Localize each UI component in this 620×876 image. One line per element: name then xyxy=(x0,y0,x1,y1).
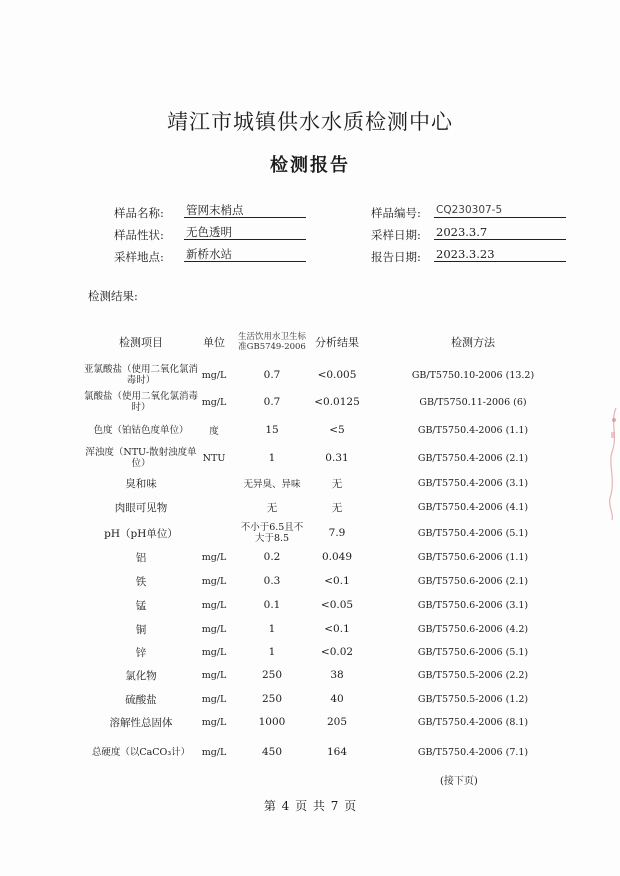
row-result: 无 xyxy=(331,477,343,490)
column-header-item: 检测项目 xyxy=(119,336,163,349)
row-method: GB/T5750.4-2006 (3.1) xyxy=(417,477,529,489)
page-number: 第 4 页 共 7 页 xyxy=(263,799,357,813)
row-unit xyxy=(192,471,236,495)
stamp-fragment-icon xyxy=(596,402,620,522)
row-item: 色度（铂钴色度单位） xyxy=(93,424,189,436)
row-result: <0.1 xyxy=(324,623,350,635)
table-row xyxy=(0,445,620,471)
row-result: <0.0125 xyxy=(314,396,360,408)
row-result: 205 xyxy=(326,716,348,728)
sample-name-value: 管网末梢点 xyxy=(184,203,306,218)
sampling-location-label: 采样地点: xyxy=(114,250,164,264)
row-standard: 无异臭、异味 xyxy=(243,479,301,490)
row-result: <5 xyxy=(329,424,345,436)
row-result: <0.02 xyxy=(320,646,354,658)
report-title: 检测报告 xyxy=(270,155,350,176)
row-method: GB/T5750.11-2006 (6) xyxy=(419,396,527,408)
sampling-date-label: 采样日期: xyxy=(371,228,421,242)
row-item: 溶解性总固体 xyxy=(109,716,173,729)
table-row xyxy=(0,663,620,687)
results-label: 检测结果: xyxy=(88,289,138,303)
row-standard: 不小于6.5且不大于8.5 xyxy=(240,522,304,544)
row-method: GB/T5750.5-2006 (1.2) xyxy=(417,693,529,705)
row-method: GB/T5750.6-2006 (3.1) xyxy=(417,599,529,611)
row-result: 40 xyxy=(330,693,344,705)
row-item: 总硬度（以CaCO₃计） xyxy=(91,746,191,758)
table-row xyxy=(0,710,620,734)
row-method: GB/T5750.4-2006 (8.1) xyxy=(417,716,529,728)
row-unit: mg/L xyxy=(201,693,227,705)
row-item: 氯酸盐（使用二氧化氯消毒时） xyxy=(84,391,199,413)
column-header-standard: 生活饮用水卫生标准GB5749-2006 xyxy=(238,332,307,352)
table-row xyxy=(0,569,620,593)
table-row xyxy=(0,417,620,443)
sampling-date-value: 2023.3.7 xyxy=(434,225,566,240)
row-method: GB/T5750.6-2006 (4.2) xyxy=(417,623,529,635)
row-unit: NTU xyxy=(202,452,226,464)
row-method: GB/T5750.10-2006 (13.2) xyxy=(411,369,535,381)
table-row xyxy=(0,737,620,767)
row-item: 浑浊度（NTU-散射浊度单位） xyxy=(85,447,197,469)
sample-nature-label: 样品性状: xyxy=(114,228,164,242)
row-result: 164 xyxy=(326,746,348,758)
sample-id-value: CQ230307-5 xyxy=(434,203,566,218)
row-method: GB/T5750.4-2006 (4.1) xyxy=(417,501,529,513)
row-standard: 1 xyxy=(268,452,276,464)
table-row xyxy=(0,389,620,415)
row-item: 铁 xyxy=(135,575,147,588)
row-method: GB/T5750.4-2006 (7.1) xyxy=(417,746,529,758)
row-result: 7.9 xyxy=(328,527,346,539)
row-unit: mg/L xyxy=(201,575,227,587)
results-table-header xyxy=(0,322,620,362)
row-standard: 无 xyxy=(266,501,278,514)
row-standard: 450 xyxy=(261,746,283,758)
row-standard: 0.2 xyxy=(263,551,281,563)
row-standard: 1000 xyxy=(258,716,286,728)
row-item: 亚氯酸盐（使用二氧化氯消毒时） xyxy=(84,364,199,386)
row-item: pH（pH单位） xyxy=(104,527,178,540)
row-method: GB/T5750.4-2006 (2.1) xyxy=(417,452,529,464)
row-item: 铝 xyxy=(135,551,147,564)
row-result: <0.1 xyxy=(324,575,350,587)
column-header-method: 检测方法 xyxy=(451,336,495,349)
row-unit: mg/L xyxy=(201,669,227,681)
row-item: 锰 xyxy=(135,599,147,612)
row-method: GB/T5750.6-2006 (5.1) xyxy=(417,646,529,658)
row-standard: 0.1 xyxy=(263,599,281,611)
table-row xyxy=(0,687,620,711)
row-result: 无 xyxy=(331,501,343,514)
row-standard: 1 xyxy=(268,646,276,658)
row-unit xyxy=(192,519,236,547)
row-standard: 15 xyxy=(265,424,279,436)
column-header-result: 分析结果 xyxy=(315,336,359,349)
row-unit: 度 xyxy=(209,426,219,437)
table-row xyxy=(0,617,620,641)
row-item: 氯化物 xyxy=(125,669,157,682)
sample-nature-value: 无色透明 xyxy=(184,225,306,240)
row-unit: mg/L xyxy=(201,369,227,381)
row-result: <0.05 xyxy=(320,599,354,611)
table-row xyxy=(0,471,620,495)
table-row xyxy=(0,545,620,569)
row-item: 肉眼可见物 xyxy=(114,501,168,514)
row-standard: 1 xyxy=(268,623,276,635)
row-standard: 0.3 xyxy=(263,575,281,587)
row-unit xyxy=(192,495,236,519)
row-unit: mg/L xyxy=(201,599,227,611)
row-standard: 0.7 xyxy=(263,396,281,408)
organization-title: 靖江市城镇供水水质检测中心 xyxy=(167,110,453,134)
row-item: 铜 xyxy=(135,623,147,636)
row-standard: 0.7 xyxy=(263,369,281,381)
row-method: GB/T5750.4-2006 (1.1) xyxy=(417,424,529,436)
row-unit: mg/L xyxy=(201,646,227,658)
row-result: <0.005 xyxy=(317,369,357,381)
row-result: 0.31 xyxy=(325,452,349,464)
row-unit: mg/L xyxy=(201,551,227,563)
row-method: GB/T5750.5-2006 (2.2) xyxy=(417,669,529,681)
row-result: 38 xyxy=(330,669,344,681)
table-row xyxy=(0,593,620,617)
row-result: 0.049 xyxy=(321,551,353,563)
sample-id-label: 样品编号: xyxy=(371,206,421,220)
table-row xyxy=(0,362,620,388)
row-unit: mg/L xyxy=(201,716,227,728)
table-row xyxy=(0,495,620,519)
row-method: GB/T5750.4-2006 (5.1) xyxy=(417,527,529,539)
row-item: 硫酸盐 xyxy=(125,693,157,706)
row-standard: 250 xyxy=(261,693,283,705)
table-row xyxy=(0,640,620,664)
row-item: 臭和味 xyxy=(125,477,157,490)
column-header-unit: 单位 xyxy=(203,336,225,349)
continued-note: (接下页) xyxy=(440,776,478,787)
row-method: GB/T5750.6-2006 (2.1) xyxy=(417,575,529,587)
row-unit: mg/L xyxy=(201,746,227,758)
row-standard: 250 xyxy=(261,669,283,681)
report-date-value: 2023.3.23 xyxy=(434,247,566,262)
row-unit: mg/L xyxy=(201,623,227,635)
row-unit: mg/L xyxy=(201,396,227,408)
report-date-label: 报告日期: xyxy=(371,250,421,264)
row-method: GB/T5750.6-2006 (1.1) xyxy=(417,551,529,563)
row-item: 锌 xyxy=(135,646,147,659)
table-row xyxy=(0,519,620,547)
sample-name-label: 样品名称: xyxy=(114,206,164,220)
sampling-location-value: 新桥水站 xyxy=(184,247,306,262)
